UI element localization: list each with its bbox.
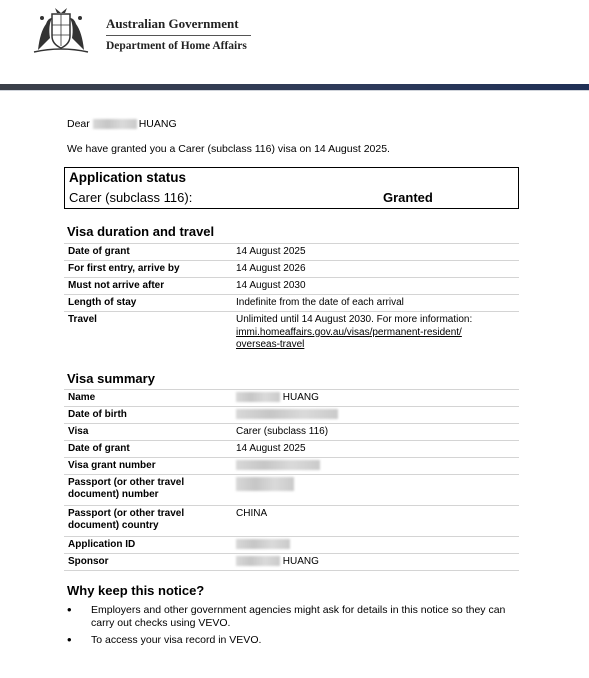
- redacted-sponsor-given-name: [236, 556, 280, 566]
- row-value: [236, 539, 516, 552]
- row-value: [236, 392, 516, 405]
- application-status-box: [64, 167, 519, 209]
- bullet-icon: •: [67, 602, 72, 617]
- table-row: [64, 554, 519, 571]
- row-label: [68, 508, 223, 532]
- greeting-prefix: Dear: [67, 118, 90, 130]
- row-label: [68, 477, 223, 501]
- row-label: Date of birth: [68, 409, 127, 420]
- sponsor-surname: HUANG: [282, 556, 319, 567]
- row-label: Travel: [68, 314, 97, 325]
- table-row: [64, 407, 519, 424]
- travel-link[interactable]: immi.homeaffairs.gov.au/visas/permanent-resident/: [236, 326, 462, 338]
- table-row: [64, 295, 519, 312]
- government-name: Australian Government: [106, 16, 239, 31]
- travel-link-cont[interactable]: overseas-travel: [236, 339, 305, 350]
- table-row: [64, 278, 519, 295]
- grant-intro: We have granted you a Carer (subclass 116) visa on 14 August 2025.: [67, 143, 390, 155]
- name-surname: HUANG: [282, 392, 319, 403]
- row-label: Length of stay: [68, 297, 137, 308]
- table-row: [64, 441, 519, 458]
- table-row: [64, 506, 519, 537]
- table-row: [64, 244, 519, 261]
- row-label: Visa grant number: [68, 460, 156, 471]
- bullet-text: Employers and other government agencies might ask for details in this notice so they can carry out checks using VEVO.: [91, 604, 506, 629]
- coat-of-arms-icon: [30, 6, 92, 56]
- row-label: Application ID: [68, 539, 136, 550]
- header-band-line: [0, 90, 589, 91]
- summary-table: [64, 389, 519, 571]
- row-label: Date of grant: [68, 246, 130, 257]
- bullet-text: To access your visa record in VEVO.: [91, 634, 262, 646]
- table-row: [64, 261, 519, 278]
- row-value: [236, 409, 516, 422]
- row-value: CHINA: [236, 508, 268, 519]
- redacted-given-name: [236, 392, 280, 402]
- row-value: 14 August 2030: [236, 280, 306, 291]
- table-row: [64, 424, 519, 441]
- row-label-line: Passport (or other travel: [68, 477, 185, 488]
- row-label: Sponsor: [68, 556, 109, 567]
- redacted-passport-number: [236, 477, 294, 491]
- list-item: [67, 634, 517, 647]
- table-row: [64, 475, 519, 506]
- redacted-given-name: [93, 119, 137, 129]
- row-label-line: document) number: [68, 489, 159, 500]
- table-row-travel: [64, 312, 519, 356]
- table-row: [64, 390, 519, 407]
- status-title: Application status: [69, 170, 187, 185]
- row-label-line: document) country: [68, 520, 159, 531]
- redacted-grant-number: [236, 460, 320, 470]
- status-value: Granted: [383, 190, 433, 205]
- row-label: Must not arrive after: [68, 280, 165, 291]
- bullet-icon: •: [67, 632, 72, 647]
- duration-title: Visa duration and travel: [67, 224, 215, 239]
- row-value: [236, 460, 516, 473]
- why-keep-list: [67, 604, 517, 651]
- row-value: 14 August 2025: [236, 443, 306, 454]
- row-value: [236, 477, 516, 491]
- table-row: [64, 537, 519, 554]
- row-value: Indefinite from the date of each arrival: [236, 297, 404, 308]
- greeting: [67, 118, 177, 130]
- redacted-application-id: [236, 539, 290, 549]
- row-value: 14 August 2025: [236, 246, 306, 257]
- travel-value: [236, 314, 516, 352]
- letterhead: [0, 0, 589, 84]
- status-visa: Carer (subclass 116):: [69, 190, 193, 205]
- row-value: Carer (subclass 116): [236, 426, 329, 437]
- department-name: Department of Home Affairs: [106, 40, 247, 52]
- row-value: [236, 556, 516, 569]
- list-item: [67, 604, 517, 630]
- redacted-dob: [236, 409, 338, 419]
- row-label-line: Passport (or other travel: [68, 508, 185, 519]
- row-label: Name: [68, 392, 96, 403]
- travel-text: Unlimited until 14 August 2030. For more information:: [236, 314, 473, 325]
- row-label: For first entry, arrive by: [68, 263, 180, 274]
- row-label: Date of grant: [68, 443, 130, 454]
- row-label: Visa: [68, 426, 89, 437]
- header-divider: [106, 35, 251, 36]
- why-keep-title: Why keep this notice?: [67, 583, 205, 598]
- table-row: [64, 458, 519, 475]
- row-value: 14 August 2026: [236, 263, 306, 274]
- greeting-surname: HUANG: [138, 118, 177, 130]
- summary-title: Visa summary: [67, 371, 155, 386]
- duration-table: [64, 243, 519, 356]
